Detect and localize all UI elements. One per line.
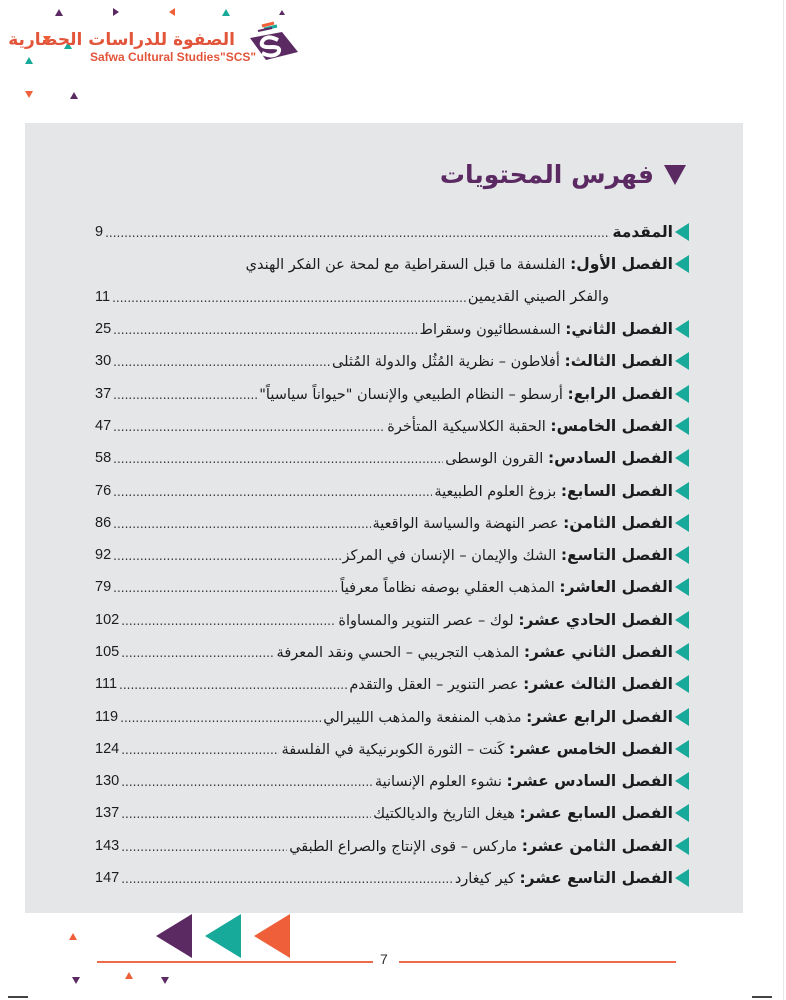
page-number: 86 xyxy=(95,514,112,531)
page-number: 105 xyxy=(95,644,120,660)
chapter-label: الفصل السابع: xyxy=(560,481,673,500)
dot-leader xyxy=(113,450,443,466)
decor-triangle-icon xyxy=(125,972,133,979)
chapter-subtitle: هيغل التاريخ والديالكتيك xyxy=(373,806,515,823)
chapter-subtitle: الشك والإيمان – الإنسان في المركز xyxy=(342,548,557,565)
bullet-triangle-icon xyxy=(675,578,689,596)
decor-triangle-icon xyxy=(55,9,63,16)
page-number-footer: 7 xyxy=(380,951,388,967)
decor-triangle-icon xyxy=(161,977,169,984)
chapter-subtitle: بزوغ العلوم الطبيعية xyxy=(434,483,557,500)
scs-logo-icon xyxy=(244,20,300,64)
page-number: 137 xyxy=(95,805,120,822)
bullet-triangle-icon xyxy=(675,482,689,500)
footer-rule-left xyxy=(97,961,373,963)
chapter-label: الفصل الثالث: xyxy=(564,352,673,371)
footer-triangle-teal-icon xyxy=(205,914,241,958)
chapter-label: الفصل الثامن عشر: xyxy=(521,836,673,855)
crop-mark xyxy=(8,996,28,998)
heading-triangle-icon xyxy=(664,165,686,185)
chapter-label: الفصل الرابع عشر: xyxy=(526,707,673,726)
decor-triangle-icon xyxy=(279,10,285,15)
toc-entry[interactable] xyxy=(95,410,689,442)
chapter-subtitle: كَنت – الثورة الكوبرنيكية في الفلسفة xyxy=(281,741,505,758)
page-number: 147 xyxy=(95,870,120,887)
chapter-subtitle: عصر النهضة والسياسة الواقعية xyxy=(372,515,559,532)
footer-rule-right xyxy=(399,961,676,963)
toc-entry[interactable] xyxy=(95,539,689,571)
dot-leader xyxy=(113,483,432,499)
toc-entry[interactable] xyxy=(95,862,689,894)
toc-entry[interactable] xyxy=(95,248,689,280)
toc-entry[interactable] xyxy=(95,507,689,539)
toc-entry[interactable] xyxy=(95,797,689,829)
decor-triangle-icon xyxy=(72,977,80,984)
chapter-label: الفصل الرابع: xyxy=(567,384,673,403)
dot-leader xyxy=(113,321,417,337)
page-number: 30 xyxy=(95,353,112,370)
toc-entry[interactable] xyxy=(95,700,689,732)
chapter-subtitle: ماركس – قوى الإنتاج والصراع الطبقي xyxy=(289,838,518,855)
chapter-label: الفصل الثاني عشر: xyxy=(523,643,673,661)
chapter-subtitle: والفكر الصيني القديمين xyxy=(467,288,609,305)
chapter-label: الفصل الثامن: xyxy=(563,513,673,532)
bullet-triangle-icon xyxy=(675,514,689,532)
page-number: 11 xyxy=(95,288,111,305)
dot-leader xyxy=(113,386,257,402)
page-number: 76 xyxy=(95,482,112,499)
bullet-triangle-icon xyxy=(675,869,689,887)
dot-leader xyxy=(112,289,466,305)
toc-entry[interactable] xyxy=(95,345,689,377)
logo-arabic-name: الصفوة للدراسات الحضارية xyxy=(8,30,235,50)
decor-triangle-icon xyxy=(113,8,119,16)
toc-entry[interactable] xyxy=(95,765,689,797)
toc-entry[interactable] xyxy=(95,604,689,636)
toc-entry[interactable] xyxy=(95,571,689,603)
chapter-subtitle: أفلاطون – نظرية المُثُل والدولة المُثلى xyxy=(332,354,560,371)
chapter-label: الفصل التاسع عشر: xyxy=(519,869,673,888)
page-number: 25 xyxy=(95,321,112,338)
logo-english-name: Safwa Cultural Studies"SCS" xyxy=(90,50,257,64)
dot-leader xyxy=(113,579,338,595)
chapter-label: الفصل السادس عشر: xyxy=(506,772,673,791)
dot-leader xyxy=(113,515,370,531)
bullet-triangle-icon xyxy=(675,449,689,467)
chapter-label: الفصل السابع عشر: xyxy=(519,804,673,823)
chapter-label: الفصل الخامس: xyxy=(550,416,673,435)
decor-triangle-icon xyxy=(70,92,78,99)
toc-entry[interactable] xyxy=(95,733,689,765)
dot-leader xyxy=(105,224,610,240)
dot-leader xyxy=(119,676,347,692)
chapter-label: الفصل التاسع: xyxy=(560,546,673,565)
toc-entry[interactable] xyxy=(95,830,689,862)
page-number: 143 xyxy=(95,837,120,854)
bullet-triangle-icon xyxy=(675,772,689,790)
toc-entry[interactable] xyxy=(95,474,689,506)
chapter-subtitle: مذهب المنفعة والمذهب الليبرالي xyxy=(323,709,522,726)
bullet-triangle-icon xyxy=(675,643,689,661)
page-edge xyxy=(783,0,784,1000)
bullet-triangle-icon xyxy=(675,708,689,726)
decor-triangle-icon xyxy=(222,9,230,16)
bullet-triangle-icon xyxy=(675,837,689,855)
dot-leader xyxy=(120,709,321,725)
dot-leader xyxy=(121,644,274,660)
footer-triangle-orange-icon xyxy=(254,914,290,958)
page-number: 47 xyxy=(95,417,112,434)
chapter-subtitle: المذهب التجريبي – الحسي ونقد المعرفة xyxy=(276,645,520,661)
toc-entry[interactable] xyxy=(95,377,689,409)
page-number: 111 xyxy=(95,676,118,693)
chapter-subtitle: عصر التنوير – العقل والتقدم xyxy=(349,677,519,694)
toc-entry[interactable] xyxy=(95,636,689,668)
crop-mark xyxy=(752,996,772,998)
bullet-triangle-icon xyxy=(675,223,689,241)
chapter-subtitle: لوك – عصر التنوير والمساواة xyxy=(338,612,514,629)
publisher-logo-text xyxy=(8,30,257,64)
dot-leader xyxy=(121,773,373,789)
page-number: 9 xyxy=(95,224,104,241)
toc-entry[interactable] xyxy=(95,216,689,248)
bullet-triangle-icon xyxy=(675,320,689,338)
decor-triangle-icon xyxy=(69,933,77,940)
chapter-subtitle: السفسطائيون وسقراط xyxy=(419,322,561,339)
dot-leader xyxy=(121,612,336,628)
bullet-triangle-icon xyxy=(675,417,689,435)
toc-title: فهرس المحتويات xyxy=(439,160,654,189)
bullet-triangle-icon xyxy=(675,804,689,822)
dot-leader xyxy=(113,418,385,434)
chapter-label: الفصل العاشر: xyxy=(559,578,673,597)
decor-triangle-icon xyxy=(25,91,33,98)
chapter-subtitle: أرسطو – النظام الطبيعي والإنسان "حيواناً سياسياً" xyxy=(259,386,563,403)
dot-leader xyxy=(113,547,340,563)
bullet-triangle-icon xyxy=(675,675,689,693)
chapter-label: الفصل الخامس عشر: xyxy=(508,739,673,758)
chapter-label: الفصل الثاني: xyxy=(565,320,673,339)
bullet-triangle-icon xyxy=(675,352,689,370)
dot-leader xyxy=(121,805,371,821)
chapter-subtitle: الحقبة الكلاسيكية المتأخرة xyxy=(387,418,546,435)
bullet-triangle-icon xyxy=(675,611,689,629)
toc-entry[interactable] xyxy=(95,668,689,700)
dot-leader xyxy=(121,838,287,854)
toc-heading xyxy=(440,160,686,189)
toc-entry[interactable] xyxy=(95,313,689,345)
chapter-subtitle: نشوء العلوم الإنسانية xyxy=(374,774,502,791)
bullet-triangle-icon xyxy=(675,740,689,758)
page-number: 92 xyxy=(95,547,112,564)
toc-list xyxy=(95,216,689,894)
dot-leader xyxy=(121,870,453,886)
toc-entry-continuation[interactable] xyxy=(95,281,689,313)
chapter-subtitle: الفلسفة ما قبل السقراطية مع لمحة عن الفكر الهندي xyxy=(245,257,566,274)
bullet-triangle-icon xyxy=(675,255,689,273)
chapter-label: الفصل الأول: xyxy=(570,255,673,274)
dot-leader xyxy=(121,741,279,757)
page-number: 79 xyxy=(95,579,112,596)
page-number: 124 xyxy=(95,740,120,757)
toc-entry[interactable] xyxy=(95,442,689,474)
page-number: 58 xyxy=(95,450,112,467)
footer-triangle-purple-icon xyxy=(156,914,192,958)
chapter-label: الفصل الحادي عشر: xyxy=(518,610,673,629)
chapter-label: المقدمة xyxy=(612,223,673,242)
chapter-label: الفصل الثالث عشر: xyxy=(523,675,673,694)
chapter-subtitle: كير كيغارد xyxy=(454,871,515,888)
dot-leader xyxy=(113,353,330,369)
page-number: 130 xyxy=(95,773,120,790)
page-number: 37 xyxy=(95,385,112,402)
bullet-triangle-icon xyxy=(675,385,689,403)
page-number: 119 xyxy=(95,708,119,725)
decor-triangle-icon xyxy=(169,8,175,16)
chapter-subtitle: القرون الوسطى xyxy=(445,451,544,468)
decor-triangle-icon xyxy=(25,57,33,64)
chapter-label: الفصل السادس: xyxy=(547,449,673,468)
chapter-subtitle: المذهب العقلي بوصفه نظاماً معرفياً xyxy=(340,580,555,597)
page-number: 102 xyxy=(95,611,120,628)
bullet-triangle-icon xyxy=(675,546,689,564)
